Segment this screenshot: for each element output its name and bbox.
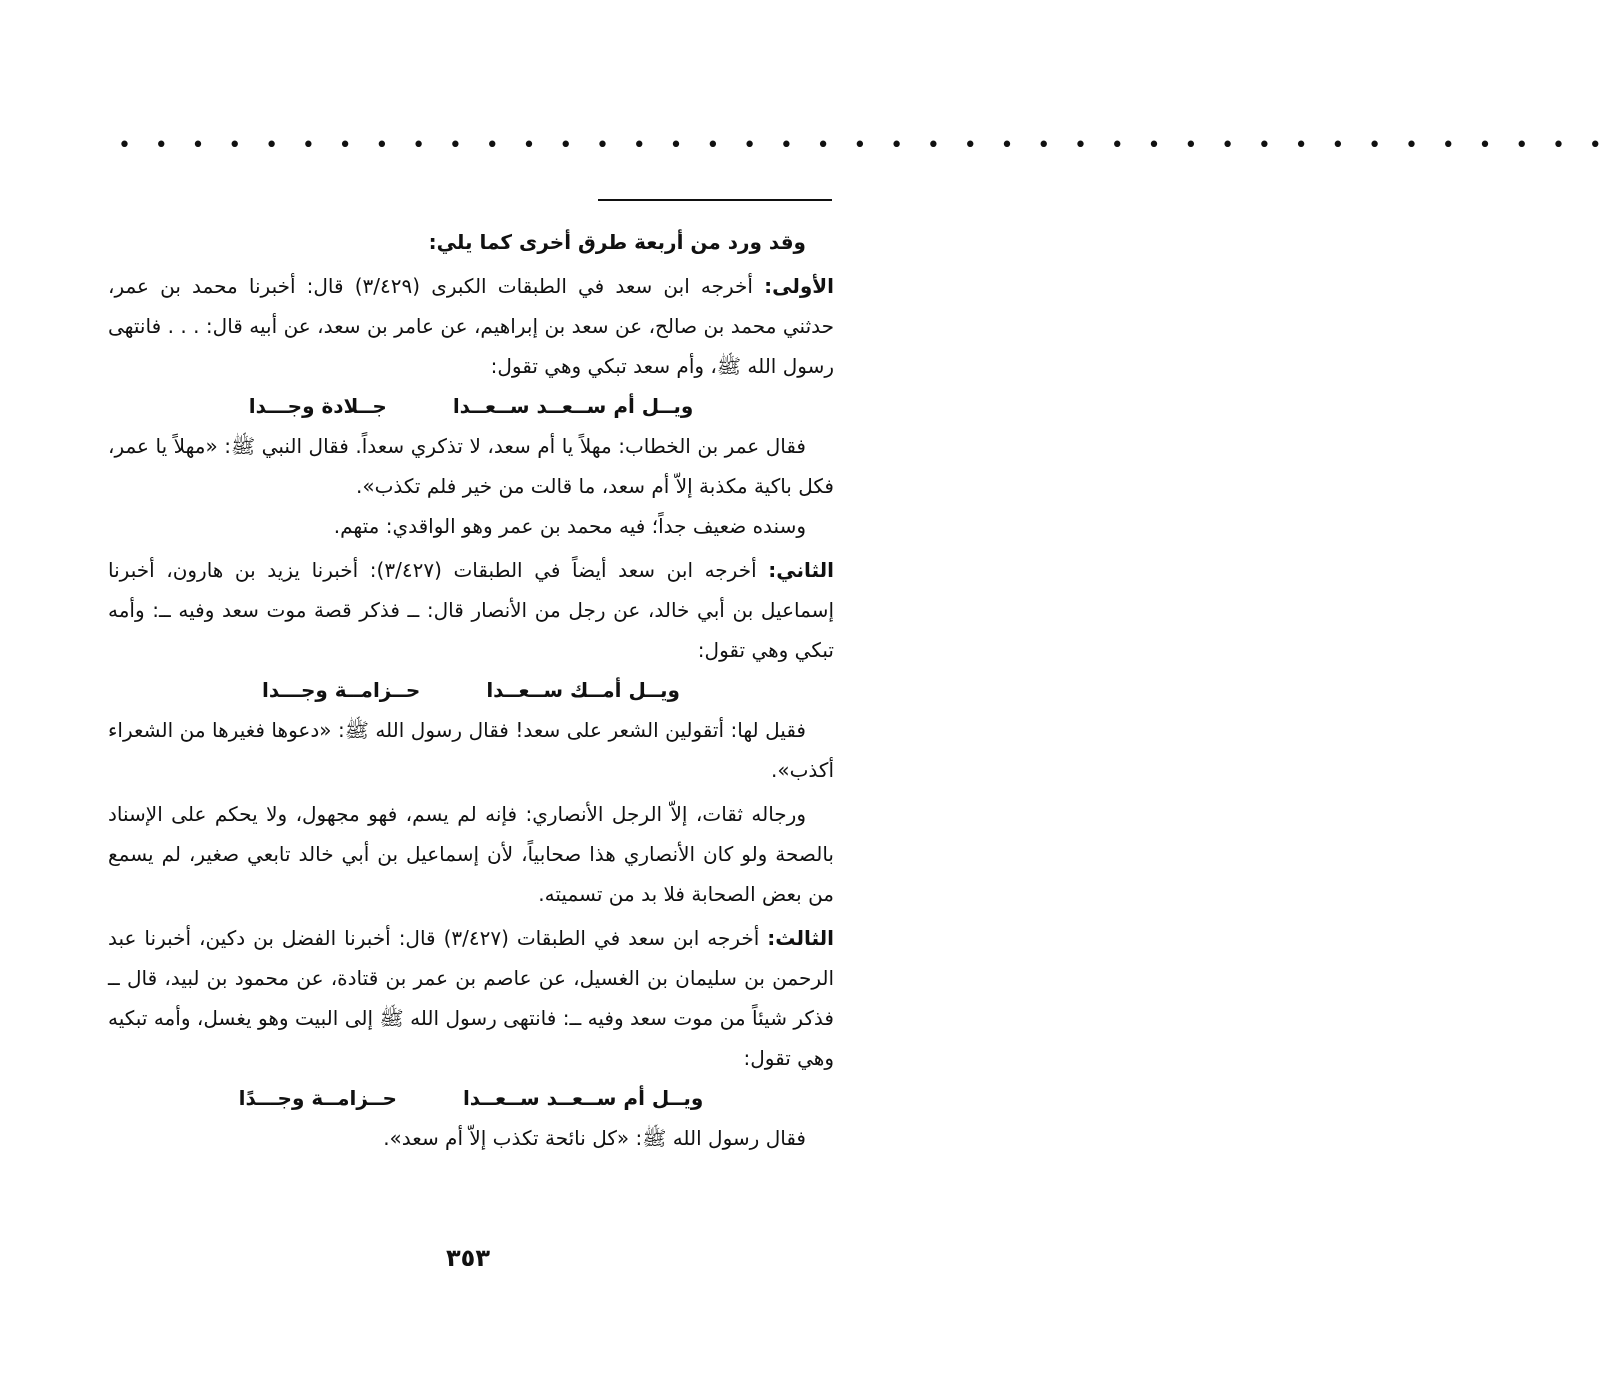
paragraph-umar-response: فقال عمر بن الخطاب: مهلاً يا أم سعد، لا تذكري سعداً. فقال النبي ﷺ: «مهلاً يا عمر، فكل باكية مكذبة إلاّ أم سعد، ما قالت من خير فلم تكذب». xyxy=(108,434,834,498)
paragraph-said-to-her: فقيل لها: أتقولين الشعر على سعد! فقال رسول الله ﷺ: «دعوها فغيرها من الشعراء أكذب». xyxy=(108,718,834,782)
paragraph-second-route xyxy=(108,550,834,670)
verse-1 xyxy=(108,386,834,426)
verse-3-first-hemistich: ويــل أم ســعــد ســعــدا xyxy=(462,1086,704,1110)
text-first-route: أخرجه ابن سعد في الطبقات الكبرى (٣/٤٢٩) قال: أخبرنا محمد بن عمر، حدثني محمد بن صالح، عن سعد بن إبراهيم، عن عامر بن سعد، عن أبيه قال: . . . فانتهى رسول الله ﷺ، وأم سعد تبكي وهي تقول: xyxy=(108,274,834,378)
verse-3 xyxy=(108,1078,834,1118)
separator-dots: • • • • • • • • • • • • • • • • • • • • • • • • • • • • • • • • • • • • • • • • • xyxy=(118,133,1610,158)
paragraph-narrators-assessment: ورجاله ثقات، إلاّ الرجل الأنصاري: فإنه لم يسم، فهو مجهول، ولا يحكم على الإسناد بالصحة ولو كان الأنصاري هذا صحابياً، لأن إسماعيل بن أبي خالد تابعي صغير، لم يسمع من بعض الصحابة فلا بد من تسميته. xyxy=(108,802,834,906)
lead-third: الثالث: xyxy=(767,926,835,950)
lead-first: الأولى: xyxy=(764,274,835,298)
paragraph-third-route xyxy=(108,918,834,1078)
paragraph-first-route xyxy=(108,266,834,386)
verse-1-first-hemistich: ويــل أم ســعــد ســعــدا xyxy=(452,394,694,418)
page-number: ٣٥٣ xyxy=(446,1244,490,1272)
verse-2-first-hemistich: ويــل أمــك ســعــدا xyxy=(486,678,680,702)
intro-paragraph: وقد ورد من أربعة طرق أخرى كما يلي: xyxy=(428,230,806,254)
lead-second: الثاني: xyxy=(768,558,835,582)
verse-1-second-hemistich: جــلادة وجـــدا xyxy=(248,394,387,418)
verse-3-second-hemistich: حــزامــة وجـــدًا xyxy=(238,1086,397,1110)
body-text xyxy=(108,222,834,1158)
paragraph-prophet-saying: فقال رسول الله ﷺ: «كل نائحة تكذب إلاّ أم سعد». xyxy=(383,1126,806,1150)
verse-2 xyxy=(108,670,834,710)
text-third-route: أخرجه ابن سعد في الطبقات (٣/٤٢٧) قال: أخبرنا الفضل بن دكين، أخبرنا عبد الرحمن بن سليمان بن الغسيل، عن عاصم بن عمر بن قتادة، عن محمود بن لبيد، قال ــ فذكر شيئاً من موت سعد وفيه ــ: فانتهى رسول الله ﷺ إلى البيت وهو يغسل، وأمه تبكيه وهي تقول: xyxy=(108,926,834,1070)
paragraph-chain-weak: وسنده ضعيف جداً؛ فيه محمد بن عمر وهو الواقدي: متهم. xyxy=(333,514,806,538)
verse-2-second-hemistich: حــزامــة وجـــدا xyxy=(262,678,421,702)
footnote-rule xyxy=(598,199,832,201)
text-second-route: أخرجه ابن سعد أيضاً في الطبقات (٣/٤٢٧): أخبرنا يزيد بن هارون، أخبرنا إسماعيل بن أبي خالد، عن رجل من الأنصار قال: ــ فذكر قصة موت سعد وفيه ــ: وأمه تبكي وهي تقول: xyxy=(108,558,834,662)
